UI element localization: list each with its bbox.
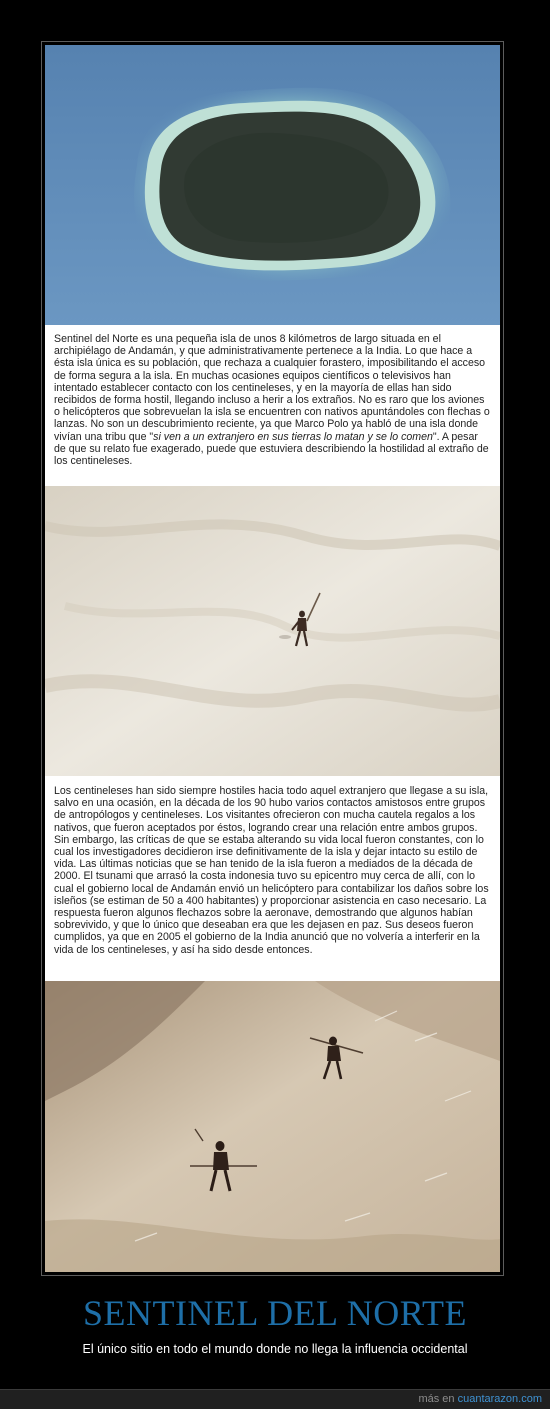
paragraph-2-text: Los centineleses han sido siempre hostiles hacia todo aquel extranjero que llegase a su isla, salvo en una ocasión, en la década de los 90 hubo varios contactos amistosos entre grupos de antropólogos y centineleses. Los visitantes ofrecieron con mucha cautela regalos a los nativos, que fueron aceptados por éstos, logrando crear una relación entre ambos grupos. Sin embargo, las críticas de que se estaba alterando su vida local fueron constantes, con lo cual los investigadores decidieron irse definitivamente de la isla y dejar intacto su estilo de vida. Las últimas noticias que se han tenido de la isla fueron a mediados de la década de 2000. El tsunami que arrasó la costa indonesia tuvo su epicentro muy cerca de allí, con lo cual el gobierno local de Andamán envió un helicóptero para contabilizar los daños sobre los isleños (se estiman de 50 a 400 habitantes) y proporcionar asistencia en caso necesario. La respuesta fueron algunos flechazos sobre la aeronave, demostrando que algunos habían sobrevivido, y que lo único que deseaban era que les dejasen en paz. Sus deseos fueron cumplidos, ya que en 2005 el gobierno de la India anunció que no volvería a interferir en la vida de los centineleses, y así ha sido desde entonces. <box>54 785 489 956</box>
paragraph-1-text: Sentinel del Norte es una pequeña isla de unos 8 kilómetros de largo situada en el archipiélago de Andamán, y que administrativamente pertenece a la India. Lo que hace a ésta isla única es su población, que rechaza a cualquier forastero, imposibilitando el acceso de forma segura a la isla. En muchas ocasiones equipos científicos o televisivos han intentado establecer contacto con los centineleses, y en la mayoría de ellas han sido recibidos de forma hostil, llegando incluso a herir a los extraños. No es raro que los aviones o helicópteros que sobrevuelan la isla se encuentren con nativos apuntándoles con flechas o lanzas. No son un descubrimiento reciente, ya que Marco Polo ya habló de una isla donde vivían una tribu que " <box>54 333 490 443</box>
post-subtitle: El único sitio en todo el mundo donde no llega la influencia occidental <box>82 1342 468 1356</box>
site-footer <box>0 1389 550 1409</box>
warrior-illustration <box>45 486 500 776</box>
post-image-frame <box>41 41 504 1276</box>
post-image <box>45 45 500 1272</box>
footer-credit <box>418 1393 542 1406</box>
paragraph-1-text-end: ". A pesar de que su relato fue exagerado, puede que estuviera describiendo la hostilidad al extraño de los centineleses. <box>54 430 489 468</box>
warrior-on-sand-photo <box>45 486 500 776</box>
island-illustration <box>45 45 500 325</box>
warriors-on-beach-photo <box>45 981 500 1272</box>
description-paragraph-2 <box>45 781 500 981</box>
island-aerial-photo <box>45 45 500 325</box>
marco-polo-quote: si ven a un extranjero en sus tierras lo matan y se lo comen <box>153 430 433 443</box>
description-paragraph-1 <box>45 329 500 485</box>
site-link[interactable]: cuantarazon.com <box>457 1393 542 1405</box>
post-title: SENTINEL DEL NORTE <box>82 1293 468 1333</box>
beach-illustration <box>45 981 500 1272</box>
footer-prefix: más en <box>418 1393 458 1405</box>
